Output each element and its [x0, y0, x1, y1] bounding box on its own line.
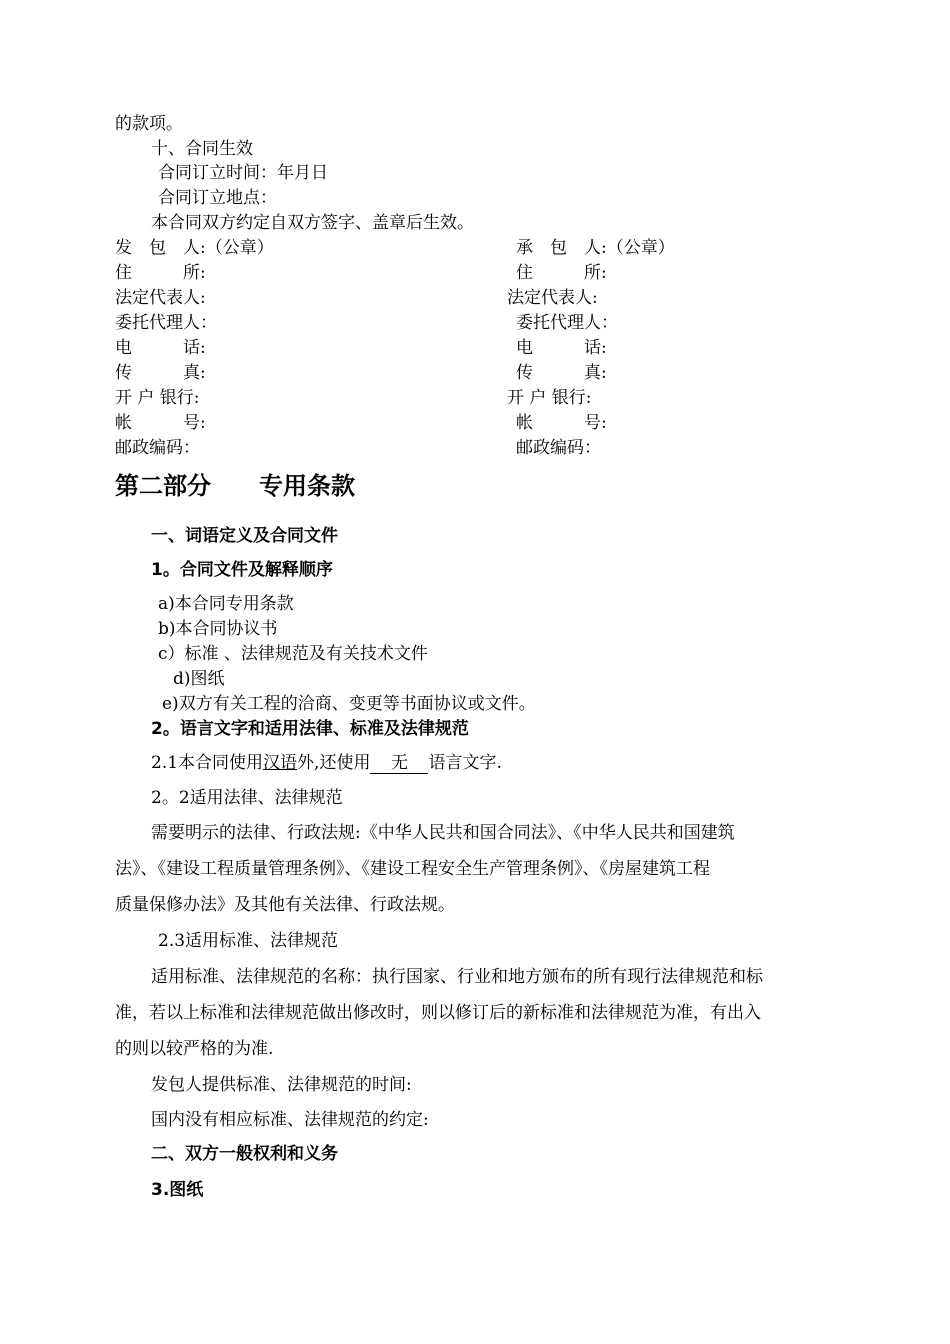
- contractor-legal-rep-field: 法定代表人:: [507, 288, 598, 308]
- other-language-blank: 无: [370, 753, 428, 774]
- contractor-address-field: 住 所:: [516, 263, 607, 283]
- contractor-postcode-field: 邮政编码：: [516, 438, 601, 458]
- language-clause-suffix: 语言文字.: [428, 753, 502, 773]
- doc-order-item-b: b)本合同协议书: [158, 619, 278, 639]
- language-value: 汉语: [263, 753, 298, 773]
- contractor-bank-field: 开 户 银行:: [507, 388, 592, 408]
- effect-clause: 本合同双方约定自双方签字、盖章后生效。: [151, 213, 474, 233]
- sign-time-field: 合同订立时间：年月日: [158, 163, 328, 183]
- section-one-heading: 一、词语定义及合同文件: [151, 526, 338, 546]
- section-two-heading: 二、双方一般权利和义务: [151, 1144, 338, 1164]
- employer-seal-field: 发 包 人:（公章）: [115, 238, 274, 258]
- section-ten-heading: 十、合同生效: [151, 139, 253, 159]
- subsection-2-heading: 2。语言文字和适用法律、标准及法律规范: [151, 719, 469, 739]
- doc-order-item-d: d)图纸: [173, 669, 225, 689]
- employer-bank-field: 开 户 银行:: [115, 388, 200, 408]
- subsection-2-3-heading: 2.3适用标准、法律规范: [158, 931, 339, 951]
- no-domestic-standard-field: 国内没有相应标准、法律规范的约定:: [151, 1110, 429, 1130]
- drawings-heading: 3.图纸: [151, 1180, 204, 1200]
- contractor-account-field: 帐 号:: [516, 413, 607, 433]
- standards-paragraph-line-1: 适用标准、法律规范的名称：执行国家、行业和地方颁布的所有现行法律规范和标: [151, 967, 763, 987]
- contractor-fax-field: 传 真:: [516, 363, 607, 383]
- employer-legal-rep-field: 法定代表人:: [115, 288, 206, 308]
- subsection-1-heading: 1。合同文件及解释顺序: [151, 560, 333, 580]
- part-two-title: 第二部分 专用条款: [115, 472, 355, 500]
- standards-paragraph-line-3: 的则以较严格的为准.: [115, 1039, 274, 1059]
- employer-agent-field: 委托代理人：: [115, 313, 217, 333]
- language-clause-prefix: 2.1本合同使用: [151, 753, 264, 773]
- standards-paragraph-line-2: 准，若以上标准和法律规范做出修改时，则以修订后的新标准和法律规范为准，有出入: [115, 1003, 761, 1023]
- laws-paragraph-line-2: 法》、《建设工程质量管理条例》、《建设工程安全生产管理条例》、《房屋建筑工程: [115, 859, 710, 879]
- contractor-seal-field: 承 包 人:（公章）: [516, 238, 675, 258]
- employer-postcode-field: 邮政编码：: [115, 438, 200, 458]
- contractor-agent-field: 委托代理人：: [516, 313, 618, 333]
- doc-order-item-a: a)本合同专用条款: [158, 594, 294, 614]
- contractor-phone-field: 电 话:: [516, 338, 607, 358]
- contract-tail-text: 的款项。: [115, 114, 183, 134]
- employer-phone-field: 电 话:: [115, 338, 206, 358]
- laws-paragraph-line-1: 需要明示的法律、行政法规:《中华人民共和国合同法》、《中华人民共和国建筑: [151, 823, 735, 843]
- doc-order-item-c: c）标准 、法律规范及有关技术文件: [158, 644, 428, 664]
- standards-provide-time-field: 发包人提供标准、法律规范的时间:: [151, 1075, 412, 1095]
- employer-fax-field: 传 真:: [115, 363, 206, 383]
- doc-order-item-e: e)双方有关工程的洽商、变更等书面协议或文件。: [162, 694, 536, 714]
- subsection-2-2-heading: 2。2适用法律、法律规范: [151, 788, 343, 808]
- laws-paragraph-line-3: 质量保修办法》及其他有关法律、行政法规。: [115, 895, 455, 915]
- employer-account-field: 帐 号:: [115, 413, 206, 433]
- sign-place-field: 合同订立地点：: [158, 188, 277, 208]
- language-clause: [151, 751, 502, 775]
- language-clause-middle: 外,还使用: [297, 753, 371, 773]
- employer-address-field: 住 所:: [115, 263, 206, 283]
